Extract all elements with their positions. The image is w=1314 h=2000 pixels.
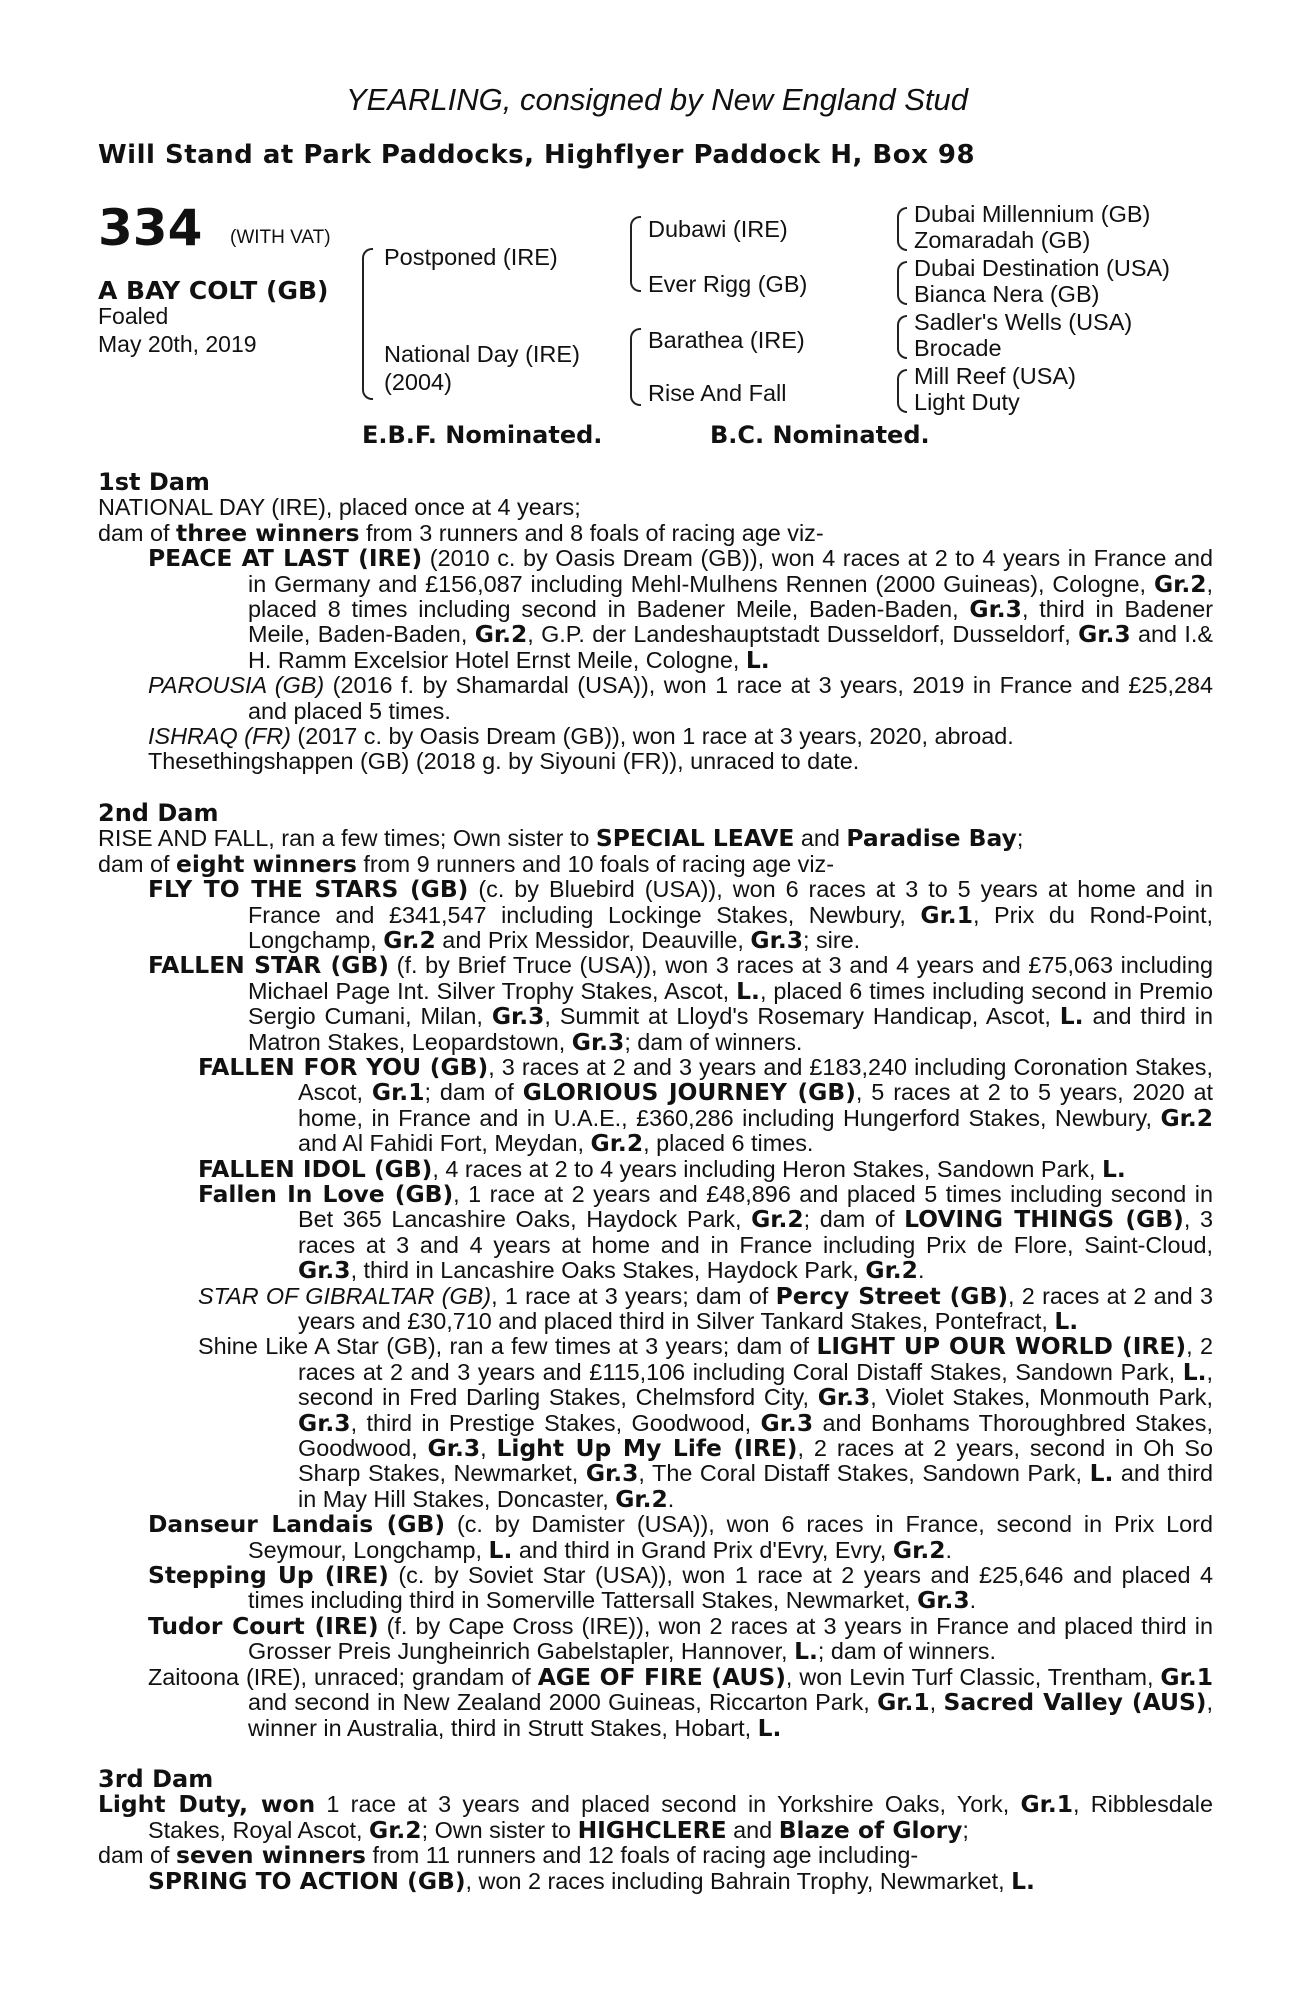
catalogue-title: YEARLING, consigned by New England Stud: [345, 82, 969, 117]
pedigree-sire: Postponed (IRE): [384, 244, 558, 270]
third-dam-heading: 3rd Dam: [98, 1764, 214, 1793]
first-dam-heading: 1st Dam: [98, 468, 210, 496]
pedigree-ggs-3: Dubai Destination (USA): [914, 255, 1170, 281]
catalogue-body: [98, 470, 1213, 1894]
entry-fallen-star: FALLEN STAR (GB) (f. by Brief Truce (USA)), won 3 races at 3 and 4 years and £75,063 including Michael Page Int. Silver Trophy Stakes, Ascot, L., placed 6 times including second in Premio Sergio Cumani, Milan, Gr.3, Summit at Lloyd's Rosemary Handicap, Ascot, L. and third in Matron Stakes, Leopardstown, Gr.3; dam of winners.: [148, 951, 1214, 1056]
entry-parousia: PAROUSIA (GB) (2016 f. by Shamardal (USA)), won 1 race at 3 years, 2019 in France and £25,284 and placed 5 times.: [148, 672, 1213, 724]
bc-nominated: B.C. Nominated.: [710, 421, 930, 449]
brace-sire-parents: [630, 216, 641, 292]
vat-note: (WITH VAT): [230, 227, 331, 248]
pedigree-ggs-4: Bianca Nera (GB): [914, 281, 1100, 307]
pedigree-ggs-6: Brocade: [914, 335, 1002, 361]
lot-name: A BAY COLT (GB): [98, 276, 329, 305]
entry-shine-like-a-star: Shine Like A Star (GB), ran a few times at 3 years; dam of LIGHT UP OUR WORLD (IRE), 2 races at 2 and 3 years and £115,106 including Coral Distaff Stakes, Sandown Park, L., second in Fred Darling Stakes, Chelmsford City, Gr.3, Violet Stakes, Monmouth Park, Gr.3, third in Prestige Stakes, Goodwood, Gr.3 and Bonhams Thoroughbred Stakes, Goodwood, Gr.3, Light Up My Life (IRE), 2 races at 2 years, second in Oh So Sharp Stakes, Newmarket, Gr.3, The Coral Distaff Stakes, Sandown Park, L. and third in May Hill Stakes, Doncaster, Gr.2.: [198, 1332, 1214, 1513]
brace-ggs-2: [897, 261, 907, 305]
pedigree-sire-sire: Dubawi (IRE): [648, 216, 788, 242]
ebf-nominated: E.B.F. Nominated.: [362, 421, 603, 449]
third-dam-produce: dam of seven winners from 11 runners and 12 foals of racing age including-: [98, 1841, 919, 1870]
pedigree-ggs-7: Mill Reef (USA): [914, 363, 1076, 389]
third-dam-line: Light Duty, won 1 race at 3 years and placed second in Yorkshire Oaks, York, Gr.1, Ribblesdale Stakes, Royal Ascot, Gr.2; Own sister to HIGHCLERE and Blaze of Glory;: [98, 1790, 1213, 1844]
entry-thesethingshappen: Thesethingshappen (GB) (2018 g. by Siyouni (FR)), unraced to date.: [148, 748, 860, 775]
entry-spring-to-action: SPRING TO ACTION (GB), won 2 races including Bahrain Trophy, Newmarket, L.: [148, 1866, 1035, 1895]
brace-sire-dam: [362, 248, 373, 400]
first-dam-produce: dam of three winners from 3 runners and 8 foals of racing age viz-: [98, 518, 824, 547]
pedigree-dam: [384, 340, 580, 396]
foaled-label: Foaled: [98, 303, 169, 329]
entry-fallen-idol: FALLEN IDOL (GB), 4 races at 2 to 4 years including Heron Stakes, Sandown Park, L.: [198, 1154, 1126, 1183]
pedigree-dam-name: National Day (IRE): [384, 341, 580, 367]
foaled-block: [98, 302, 257, 358]
entry-fly-to-the-stars: FLY TO THE STARS (GB) (c. by Bluebird (USA)), won 6 races at 3 to 5 years at home and in France and £341,547 including Lockinge Stakes, Newbury, Gr.1, Prix du Rond-Point, Longchamp, Gr.2 and Prix Messidor, Deauville, Gr.3; sire.: [148, 875, 1214, 954]
entry-peace-at-last: PEACE AT LAST (IRE) (2010 c. by Oasis Dream (GB)), won 4 races at 2 to 4 years in France and in Germany and £156,087 including Mehl-Mulhens Rennen (2000 Guineas), Cologne, Gr.2, placed 8 times including second in Badener Meile, Baden-Baden, Gr.3, third in Badener Meile, Baden-Baden, Gr.2, G.P. der Landeshauptstadt Dusseldorf, Dusseldorf, Gr.3 and I.& H. Ramm Excelsior Hotel Ernst Meile, Cologne, L.: [148, 544, 1214, 674]
pedigree-dam-dam: Rise And Fall: [648, 380, 787, 406]
pedigree-ggs-8: Light Duty: [914, 389, 1020, 415]
brace-ggs-1: [897, 207, 907, 251]
pedigree-sire-dam: Ever Rigg (GB): [648, 271, 808, 297]
entry-star-of-gibraltar: STAR OF GIBRALTAR (GB), 1 race at 3 years; dam of Percy Street (GB), 2 races at 2 and 3 years and £30,710 and placed third in Silver Tankard Stakes, Pontefract, L.: [198, 1281, 1214, 1335]
brace-dam-parents: [630, 328, 641, 406]
entry-tudor-court: Tudor Court (IRE) (f. by Cape Cross (IRE)), won 2 races at 3 years in France and placed third in Grosser Preis Jungheinrich Gabelstapler, Hannover, L.; dam of winners.: [148, 1611, 1213, 1666]
second-dam-line: RISE AND FALL, ran a few times; Own sister to SPECIAL LEAVE and Paradise Bay;: [98, 824, 1024, 853]
lot-number: 334: [98, 199, 203, 257]
pedigree-ggs-2: Zomaradah (GB): [914, 227, 1091, 253]
entry-fallen-in-love: Fallen In Love (GB), 1 race at 2 years and £48,896 and placed 5 times including second in Bet 365 Lancashire Oaks, Haydock Park, Gr.2; dam of LOVING THINGS (GB), 3 races at 3 and 4 years at home and in France including Prix de Flore, Saint-Cloud, Gr.3, third in Lancashire Oaks Stakes, Haydock Park, Gr.2.: [198, 1179, 1213, 1285]
stand-location: Will Stand at Park Paddocks, Highflyer Paddock H, Box 98: [98, 140, 976, 170]
pedigree-ggs-1: Dubai Millennium (GB): [914, 201, 1151, 227]
first-dam-line: NATIONAL DAY (IRE), placed once at 4 years;: [98, 494, 581, 521]
entry-fallen-for-you: FALLEN FOR YOU (GB), 3 races at 2 and 3 years and £183,240 including Coronation Stakes, Ascot, Gr.1; dam of GLORIOUS JOURNEY (GB), 5 races at 2 to 5 years, 2020 at home, in France and in U.A.E., £360,286 including Hungerford Stakes, Newbury, Gr.2 and Al Fahidi Fort, Meydan, Gr.2, placed 6 times.: [198, 1052, 1214, 1158]
second-dam-heading: 2nd Dam: [98, 798, 219, 827]
pedigree-ggs-5: Sadler's Wells (USA): [914, 309, 1133, 335]
entry-ishraq: ISHRAQ (FR) (2017 c. by Oasis Dream (GB)), won 1 race at 3 years, 2020, abroad.: [148, 723, 1014, 750]
brace-ggs-3: [897, 315, 907, 359]
entry-zaitoona: Zaitoona (IRE), unraced; grandam of AGE OF FIRE (AUS), won Levin Turf Classic, Trentham, Gr.1 and second in New Zealand 2000 Guineas, Riccarton Park, Gr.1, Sacred Valley (AUS), winner in Australia, third in Strutt Stakes, Hobart, L.: [148, 1662, 1213, 1742]
entry-danseur-landais: Danseur Landais (GB) (c. by Damister (USA)), won 6 races in France, second in Prix Lord Seymour, Longchamp, L. and third in Grand Prix d'Evry, Evry, Gr.2.: [148, 1510, 1213, 1564]
entry-stepping-up: Stepping Up (IRE) (c. by Soviet Star (USA)), won 1 race at 2 years and £25,646 and placed 4 times including third in Somerville Tattersall Stakes, Newmarket, Gr.3.: [148, 1561, 1214, 1615]
pedigree-dam-sire: Barathea (IRE): [648, 327, 805, 353]
brace-ggs-4: [897, 369, 907, 413]
pedigree-dam-year: (2004): [384, 369, 452, 395]
foaled-date: May 20th, 2019: [98, 331, 257, 357]
second-dam-produce: dam of eight winners from 9 runners and 10 foals of racing age viz-: [98, 849, 835, 878]
